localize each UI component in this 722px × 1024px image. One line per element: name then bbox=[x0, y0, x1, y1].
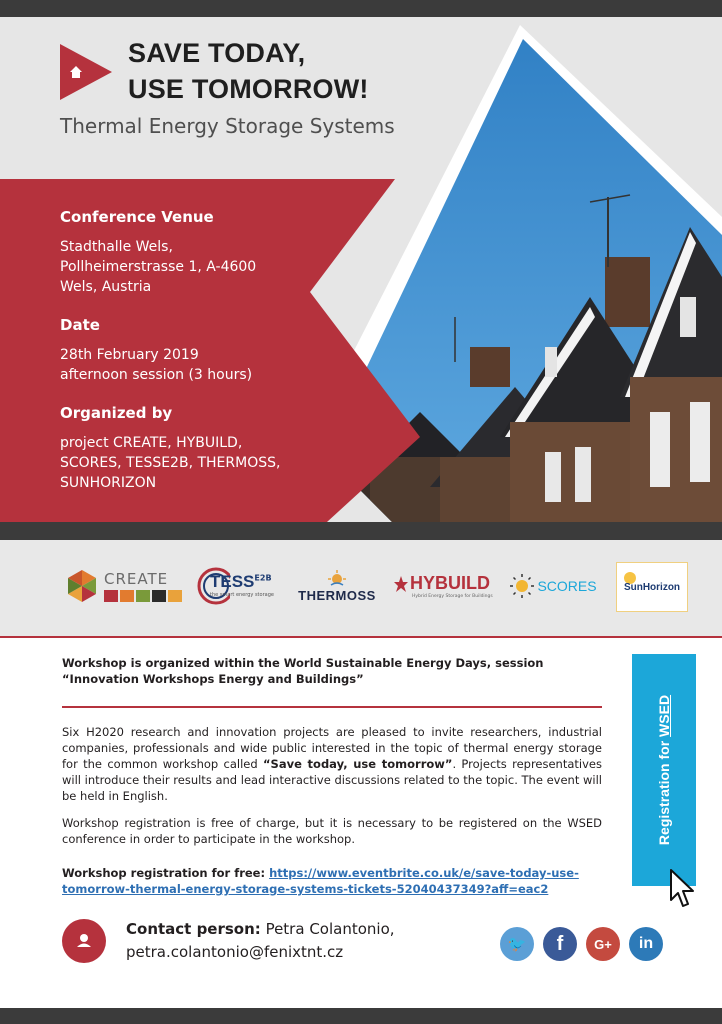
contact-person-icon bbox=[62, 919, 106, 963]
registration-paragraph: Workshop registration is free of charge, but it is necessary to be registered on the WSED conference in order to participate in the workshop. bbox=[62, 816, 602, 846]
organized-line-3: SUNHORIZON bbox=[60, 475, 157, 491]
scores-wordmark: SCORES bbox=[537, 578, 597, 594]
separator-band bbox=[0, 522, 722, 540]
headline-line-2: USE TOMORROW! bbox=[128, 74, 369, 104]
date-line-2: afternoon session (3 hours) bbox=[60, 367, 253, 383]
create-wordmark: CREATE bbox=[104, 570, 169, 588]
subtitle: Thermal Energy Storage Systems bbox=[60, 114, 395, 138]
venue-line-3: Wels, Austria bbox=[60, 279, 152, 295]
organized-line-1: project CREATE, HYBUILD, bbox=[60, 435, 243, 451]
p1-end: . Projects representatives will introduce their results and lead interactive discussions related to the topic. The event will be held in English. bbox=[62, 757, 602, 803]
top-bar bbox=[0, 0, 722, 17]
organized-heading: Organized by bbox=[60, 404, 173, 422]
contact-email[interactable]: petra.colantonio@fenixtnt.cz bbox=[126, 943, 344, 961]
contact-person bbox=[126, 920, 395, 938]
venue-line-2: Pollheimerstrasse 1, A-4600 bbox=[60, 259, 257, 275]
intro-divider bbox=[62, 706, 602, 708]
create-logo bbox=[62, 562, 184, 610]
thermoss-sun-icon bbox=[326, 570, 348, 588]
description-paragraph bbox=[62, 724, 602, 804]
facebook-icon[interactable]: f bbox=[543, 927, 577, 961]
organized-line-2: SCORES, TESSE2B, THERMOSS, bbox=[60, 455, 281, 471]
contact-label: Contact person: bbox=[126, 920, 261, 938]
hybuild-star-icon bbox=[394, 576, 408, 592]
date-line-1: 28th February 2019 bbox=[60, 347, 199, 363]
intro-text: Workshop is organized within the World Sustainable Energy Days, session “Innovation Workshops Energy and Buildings” bbox=[62, 656, 544, 686]
sunhorizon-wordmark: SunHorizon bbox=[623, 581, 681, 593]
registration-line bbox=[62, 865, 622, 897]
date-heading: Date bbox=[60, 316, 100, 334]
organized-text bbox=[60, 433, 280, 493]
tesse2b-tagline: the smart energy storage bbox=[210, 592, 274, 598]
p1-workshop-title: “Save today, use tomorrow” bbox=[262, 757, 453, 771]
tesse2b-wordmark: TESS bbox=[210, 572, 255, 591]
scores-logo bbox=[507, 562, 599, 610]
divider-line bbox=[0, 636, 722, 638]
p1-start: Six H2020 research and innovation projects are pleased to invite researchers, industrial companies, professionals and wide public interested in the topic of thermal energy storage for the common workshop called bbox=[62, 725, 602, 771]
hybuild-tagline: Hybrid Energy Storage for Buildings bbox=[412, 594, 493, 599]
registration-button-label bbox=[656, 695, 672, 845]
thermoss-logo bbox=[293, 562, 381, 610]
bottom-bar bbox=[0, 1008, 722, 1024]
registration-label: Workshop registration for free: bbox=[62, 866, 270, 880]
thermoss-wordmark: THERMOSS bbox=[298, 587, 376, 603]
venue-address bbox=[60, 237, 256, 297]
venue-heading: Conference Venue bbox=[60, 208, 214, 226]
wsed-link[interactable]: WSED bbox=[656, 694, 672, 737]
tesse2b-logo bbox=[196, 562, 284, 610]
sunhorizon-logo bbox=[616, 562, 688, 612]
registration-link[interactable]: https://www.eventbrite.co.uk/e/save-today-use-tomorrow-thermal-energy-storage-systems-tickets-52040437349?aff=eac2 bbox=[62, 866, 579, 896]
linkedin-icon[interactable]: in bbox=[629, 927, 663, 961]
twitter-icon[interactable]: 🐦 bbox=[500, 927, 534, 961]
registration-button-text: Registration for bbox=[656, 736, 672, 846]
registration-button[interactable] bbox=[632, 654, 696, 886]
hybuild-wordmark: HYBUILD bbox=[410, 573, 490, 593]
contact-name: Petra Colantonio, bbox=[260, 920, 395, 938]
mouse-cursor-icon bbox=[669, 868, 699, 910]
create-mark-icon bbox=[64, 568, 100, 604]
headline-line-1: SAVE TODAY, bbox=[128, 38, 306, 68]
tesse2b-superscript: E2B bbox=[254, 573, 272, 583]
venue-line-1: Stadthalle Wels, bbox=[60, 239, 173, 255]
date-text bbox=[60, 345, 252, 385]
scores-sun-icon bbox=[509, 573, 535, 599]
google-plus-icon[interactable]: G+ bbox=[586, 927, 620, 961]
hybuild-logo bbox=[394, 562, 494, 610]
home-play-icon bbox=[60, 44, 112, 100]
